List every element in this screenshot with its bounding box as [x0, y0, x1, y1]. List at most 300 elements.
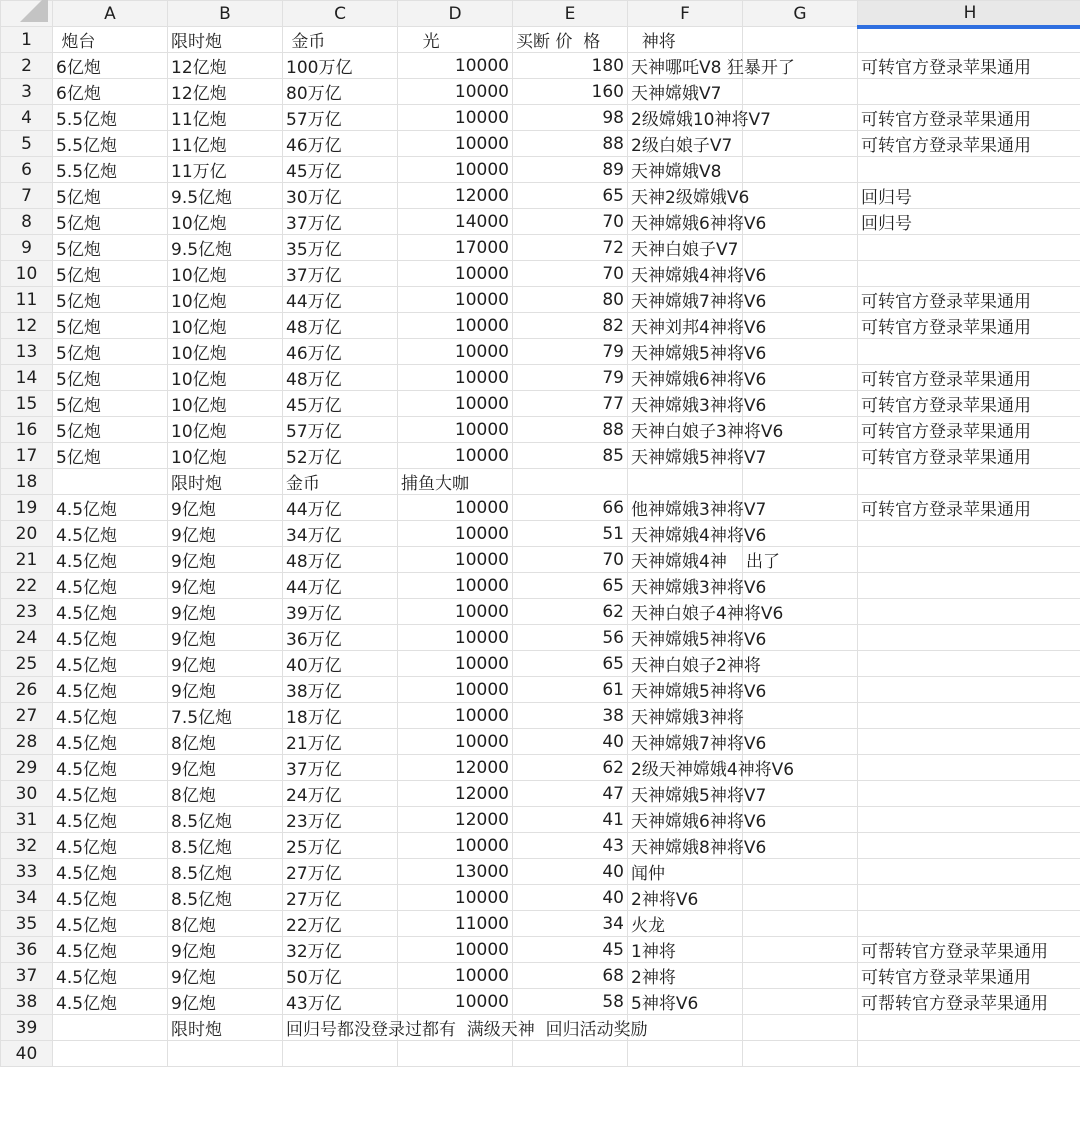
cell-g[interactable]: [743, 885, 858, 911]
cell-d[interactable]: 10000: [398, 937, 513, 963]
column-header-f[interactable]: F: [628, 1, 743, 27]
cell-e[interactable]: 65: [513, 651, 628, 677]
cell-d[interactable]: 10000: [398, 547, 513, 573]
cell-a[interactable]: 5亿炮: [53, 287, 168, 313]
cell-e[interactable]: 38: [513, 703, 628, 729]
cell-a[interactable]: 4.5亿炮: [53, 703, 168, 729]
cell-h[interactable]: 可转官方登录苹果通用: [858, 417, 1080, 443]
cell-g[interactable]: [743, 937, 858, 963]
cell-h[interactable]: [858, 235, 1080, 261]
cell-e[interactable]: 56: [513, 625, 628, 651]
cell-f[interactable]: 2级天神嫦娥4神将V6: [628, 755, 743, 781]
cell-d[interactable]: 10000: [398, 495, 513, 521]
cell-f[interactable]: 天神白娘子4神将V6: [628, 599, 743, 625]
cell-a[interactable]: 5亿炮: [53, 261, 168, 287]
cell-b[interactable]: 10亿炮: [168, 443, 283, 469]
cell-a[interactable]: 5亿炮: [53, 183, 168, 209]
row-header[interactable]: 16: [1, 417, 53, 443]
cell-g[interactable]: [743, 183, 858, 209]
cell-e[interactable]: 80: [513, 287, 628, 313]
cell-h[interactable]: [858, 339, 1080, 365]
cell-h[interactable]: [858, 859, 1080, 885]
cell-f[interactable]: 天神嫦娥4神将V6: [628, 261, 743, 287]
cell-f[interactable]: 5神将V6: [628, 989, 743, 1015]
cell-c[interactable]: 100万亿: [283, 53, 398, 79]
row-header[interactable]: 24: [1, 625, 53, 651]
cell-e[interactable]: 62: [513, 599, 628, 625]
cell-c[interactable]: 48万亿: [283, 547, 398, 573]
row-header[interactable]: 2: [1, 53, 53, 79]
cell-d[interactable]: 光: [398, 27, 513, 53]
cell-g[interactable]: [743, 235, 858, 261]
cell-d[interactable]: 10000: [398, 833, 513, 859]
cell-g[interactable]: [743, 1015, 858, 1041]
cell-c[interactable]: 45万亿: [283, 391, 398, 417]
cell-h[interactable]: [858, 547, 1080, 573]
cell-a[interactable]: 4.5亿炮: [53, 521, 168, 547]
cell-a[interactable]: 4.5亿炮: [53, 495, 168, 521]
cell-d[interactable]: 12000: [398, 183, 513, 209]
cell-e[interactable]: 180: [513, 53, 628, 79]
cell-e[interactable]: [513, 469, 628, 495]
cell-a[interactable]: 4.5亿炮: [53, 729, 168, 755]
cell-h[interactable]: [858, 1041, 1080, 1067]
cell-c[interactable]: 50万亿: [283, 963, 398, 989]
row-header[interactable]: 27: [1, 703, 53, 729]
cell-b[interactable]: 10亿炮: [168, 261, 283, 287]
cell-b[interactable]: 9亿炮: [168, 937, 283, 963]
cell-d[interactable]: 10000: [398, 521, 513, 547]
column-header-b[interactable]: B: [168, 1, 283, 27]
row-header[interactable]: 14: [1, 365, 53, 391]
cell-f[interactable]: 天神哪吒V8 狂暴开了: [628, 53, 743, 79]
cell-b[interactable]: 8.5亿炮: [168, 807, 283, 833]
row-header[interactable]: 20: [1, 521, 53, 547]
cell-f[interactable]: 火龙: [628, 911, 743, 937]
cell-h[interactable]: [858, 573, 1080, 599]
cell-h[interactable]: 回归号: [858, 209, 1080, 235]
cell-a[interactable]: 4.5亿炮: [53, 833, 168, 859]
cell-c[interactable]: 35万亿: [283, 235, 398, 261]
cell-b[interactable]: 10亿炮: [168, 365, 283, 391]
cell-d[interactable]: 10000: [398, 443, 513, 469]
cell-b[interactable]: 7.5亿炮: [168, 703, 283, 729]
cell-h[interactable]: [858, 1015, 1080, 1041]
cell-b[interactable]: 8.5亿炮: [168, 885, 283, 911]
row-header[interactable]: 10: [1, 261, 53, 287]
cell-c[interactable]: 27万亿: [283, 859, 398, 885]
cell-c[interactable]: 21万亿: [283, 729, 398, 755]
cell-c[interactable]: 22万亿: [283, 911, 398, 937]
cell-f[interactable]: 他神嫦娥3神将V7: [628, 495, 743, 521]
cell-g[interactable]: [743, 131, 858, 157]
cell-d[interactable]: 12000: [398, 781, 513, 807]
cell-c[interactable]: 39万亿: [283, 599, 398, 625]
cell-c[interactable]: 40万亿: [283, 651, 398, 677]
cell-a[interactable]: 5亿炮: [53, 235, 168, 261]
cell-c[interactable]: 回归号都没登录过都有 满级天神 回归活动奖励: [283, 1015, 398, 1041]
cell-f[interactable]: 天神嫦娥5神将V7: [628, 443, 743, 469]
cell-b[interactable]: 9亿炮: [168, 963, 283, 989]
cell-b[interactable]: 限时炮: [168, 1015, 283, 1041]
cell-g[interactable]: [743, 911, 858, 937]
row-header[interactable]: 11: [1, 287, 53, 313]
row-header[interactable]: 8: [1, 209, 53, 235]
cell-a[interactable]: 5.5亿炮: [53, 157, 168, 183]
cell-d[interactable]: 11000: [398, 911, 513, 937]
cell-f[interactable]: 天神嫦娥6神将V6: [628, 807, 743, 833]
cell-b[interactable]: 9.5亿炮: [168, 235, 283, 261]
row-header[interactable]: 19: [1, 495, 53, 521]
cell-b[interactable]: 9亿炮: [168, 573, 283, 599]
cell-a[interactable]: 4.5亿炮: [53, 937, 168, 963]
cell-c[interactable]: 80万亿: [283, 79, 398, 105]
cell-f[interactable]: 闻仲: [628, 859, 743, 885]
cell-b[interactable]: 9亿炮: [168, 755, 283, 781]
cell-c[interactable]: 52万亿: [283, 443, 398, 469]
cell-a[interactable]: 4.5亿炮: [53, 547, 168, 573]
row-header[interactable]: 26: [1, 677, 53, 703]
cell-h[interactable]: 可转官方登录苹果通用: [858, 53, 1080, 79]
cell-e[interactable]: 45: [513, 937, 628, 963]
cell-e[interactable]: 40: [513, 885, 628, 911]
cell-e[interactable]: 62: [513, 755, 628, 781]
cell-e[interactable]: 79: [513, 365, 628, 391]
cell-d[interactable]: 14000: [398, 209, 513, 235]
cell-f[interactable]: 天神嫦娥7神将V6: [628, 729, 743, 755]
cell-h[interactable]: [858, 651, 1080, 677]
cell-e[interactable]: 41: [513, 807, 628, 833]
cell-g[interactable]: [743, 963, 858, 989]
row-header[interactable]: 6: [1, 157, 53, 183]
row-header[interactable]: 25: [1, 651, 53, 677]
cell-e[interactable]: [513, 1041, 628, 1067]
cell-h[interactable]: 可帮转官方登录苹果通用: [858, 937, 1080, 963]
cell-g[interactable]: [743, 1041, 858, 1067]
cell-f[interactable]: 天神嫦娥6神将V6: [628, 365, 743, 391]
cell-d[interactable]: 10000: [398, 391, 513, 417]
cell-d[interactable]: 10000: [398, 79, 513, 105]
cell-f[interactable]: 1神将: [628, 937, 743, 963]
cell-c[interactable]: 18万亿: [283, 703, 398, 729]
row-header[interactable]: 17: [1, 443, 53, 469]
cell-c[interactable]: 43万亿: [283, 989, 398, 1015]
row-header[interactable]: 18: [1, 469, 53, 495]
cell-d[interactable]: 10000: [398, 287, 513, 313]
cell-f[interactable]: 天神白娘子3神将V6: [628, 417, 743, 443]
cell-e[interactable]: 66: [513, 495, 628, 521]
cell-f[interactable]: 天神嫦娥3神将: [628, 703, 743, 729]
cell-b[interactable]: 9亿炮: [168, 599, 283, 625]
cell-g[interactable]: [743, 989, 858, 1015]
row-header[interactable]: 5: [1, 131, 53, 157]
cell-c[interactable]: 44万亿: [283, 495, 398, 521]
cell-e[interactable]: 79: [513, 339, 628, 365]
cell-e[interactable]: 70: [513, 547, 628, 573]
cell-e[interactable]: 34: [513, 911, 628, 937]
cell-b[interactable]: 11亿炮: [168, 105, 283, 131]
cell-a[interactable]: 炮台: [53, 27, 168, 53]
cell-b[interactable]: 10亿炮: [168, 417, 283, 443]
cell-e[interactable]: 51: [513, 521, 628, 547]
cell-c[interactable]: 46万亿: [283, 131, 398, 157]
cell-b[interactable]: 9亿炮: [168, 625, 283, 651]
cell-c[interactable]: 37万亿: [283, 755, 398, 781]
cell-d[interactable]: 17000: [398, 235, 513, 261]
cell-d[interactable]: 10000: [398, 651, 513, 677]
cell-c[interactable]: [283, 1041, 398, 1067]
cell-g[interactable]: [743, 27, 858, 53]
cell-f[interactable]: [628, 1041, 743, 1067]
cell-h[interactable]: [858, 27, 1080, 53]
cell-h[interactable]: [858, 833, 1080, 859]
cell-a[interactable]: 4.5亿炮: [53, 755, 168, 781]
cell-d[interactable]: 10000: [398, 313, 513, 339]
cell-h[interactable]: [858, 521, 1080, 547]
cell-h[interactable]: [858, 469, 1080, 495]
cell-a[interactable]: 4.5亿炮: [53, 859, 168, 885]
cell-b[interactable]: 9亿炮: [168, 547, 283, 573]
cell-b[interactable]: 10亿炮: [168, 339, 283, 365]
cell-e[interactable]: 65: [513, 183, 628, 209]
cell-c[interactable]: 57万亿: [283, 105, 398, 131]
row-header[interactable]: 35: [1, 911, 53, 937]
cell-e[interactable]: 43: [513, 833, 628, 859]
cell-b[interactable]: 限时炮: [168, 469, 283, 495]
cell-h[interactable]: [858, 755, 1080, 781]
cell-e[interactable]: 88: [513, 131, 628, 157]
row-header[interactable]: 28: [1, 729, 53, 755]
cell-d[interactable]: 12000: [398, 807, 513, 833]
cell-h[interactable]: 可转官方登录苹果通用: [858, 105, 1080, 131]
cell-e[interactable]: 72: [513, 235, 628, 261]
cell-b[interactable]: 12亿炮: [168, 79, 283, 105]
cell-d[interactable]: 10000: [398, 989, 513, 1015]
cell-g[interactable]: [743, 859, 858, 885]
cell-e[interactable]: 82: [513, 313, 628, 339]
cell-c[interactable]: 45万亿: [283, 157, 398, 183]
cell-d[interactable]: [398, 1041, 513, 1067]
cell-f[interactable]: 天神嫦娥3神将V6: [628, 573, 743, 599]
cell-b[interactable]: 9亿炮: [168, 521, 283, 547]
cell-c[interactable]: 57万亿: [283, 417, 398, 443]
cell-e[interactable]: 77: [513, 391, 628, 417]
cell-g[interactable]: [743, 703, 858, 729]
cell-h[interactable]: [858, 911, 1080, 937]
row-header[interactable]: 31: [1, 807, 53, 833]
cell-h[interactable]: 可转官方登录苹果通用: [858, 313, 1080, 339]
cell-h[interactable]: [858, 261, 1080, 287]
cell-g[interactable]: [743, 157, 858, 183]
select-all-corner[interactable]: [1, 1, 53, 27]
cell-h[interactable]: [858, 885, 1080, 911]
cell-b[interactable]: 9.5亿炮: [168, 183, 283, 209]
cell-d[interactable]: 10000: [398, 625, 513, 651]
column-header-g[interactable]: G: [743, 1, 858, 27]
cell-c[interactable]: 32万亿: [283, 937, 398, 963]
cell-f[interactable]: 天神嫦娥5神将V6: [628, 625, 743, 651]
cell-e[interactable]: 89: [513, 157, 628, 183]
cell-b[interactable]: 9亿炮: [168, 495, 283, 521]
cell-e[interactable]: 98: [513, 105, 628, 131]
cell-a[interactable]: 5亿炮: [53, 443, 168, 469]
cell-b[interactable]: 限时炮: [168, 27, 283, 53]
cell-b[interactable]: 8亿炮: [168, 781, 283, 807]
cell-e[interactable]: 买断 价 格: [513, 27, 628, 53]
row-header[interactable]: 15: [1, 391, 53, 417]
cell-d[interactable]: 10000: [398, 105, 513, 131]
row-header[interactable]: 22: [1, 573, 53, 599]
cell-f[interactable]: 天神嫦娥8神将V6: [628, 833, 743, 859]
cell-f[interactable]: 天神嫦娥7神将V6: [628, 287, 743, 313]
cell-a[interactable]: 6亿炮: [53, 53, 168, 79]
cell-b[interactable]: 10亿炮: [168, 209, 283, 235]
row-header[interactable]: 32: [1, 833, 53, 859]
cell-d[interactable]: 10000: [398, 573, 513, 599]
cell-e[interactable]: 40: [513, 729, 628, 755]
cell-f[interactable]: 天神刘邦4神将V6: [628, 313, 743, 339]
cell-f[interactable]: 天神嫦娥4神: [628, 547, 743, 573]
cell-c[interactable]: 37万亿: [283, 209, 398, 235]
cell-f[interactable]: 天神白娘子V7: [628, 235, 743, 261]
cell-g[interactable]: 出了: [743, 547, 858, 573]
cell-a[interactable]: 4.5亿炮: [53, 677, 168, 703]
cell-f[interactable]: [628, 469, 743, 495]
cell-g[interactable]: [743, 469, 858, 495]
cell-h[interactable]: [858, 599, 1080, 625]
cell-f[interactable]: 天神嫦娥5神将V7: [628, 781, 743, 807]
cell-a[interactable]: 4.5亿炮: [53, 911, 168, 937]
cell-f[interactable]: 2级白娘子V7: [628, 131, 743, 157]
cell-c[interactable]: 24万亿: [283, 781, 398, 807]
row-header[interactable]: 34: [1, 885, 53, 911]
cell-d[interactable]: 10000: [398, 261, 513, 287]
cell-h[interactable]: 回归号: [858, 183, 1080, 209]
row-header[interactable]: 37: [1, 963, 53, 989]
cell-c[interactable]: 25万亿: [283, 833, 398, 859]
cell-d[interactable]: 10000: [398, 885, 513, 911]
cell-b[interactable]: 9亿炮: [168, 677, 283, 703]
cell-h[interactable]: 可帮转官方登录苹果通用: [858, 989, 1080, 1015]
cell-f[interactable]: 2级嫦娥10神将V7: [628, 105, 743, 131]
cell-a[interactable]: 5亿炮: [53, 365, 168, 391]
cell-b[interactable]: 8.5亿炮: [168, 859, 283, 885]
cell-f[interactable]: 天神嫦娥3神将V6: [628, 391, 743, 417]
cell-f[interactable]: 2神将V6: [628, 885, 743, 911]
cell-a[interactable]: [53, 1015, 168, 1041]
column-header-a[interactable]: A: [53, 1, 168, 27]
cell-f[interactable]: 天神嫦娥6神将V6: [628, 209, 743, 235]
cell-c[interactable]: 36万亿: [283, 625, 398, 651]
cell-e[interactable]: 58: [513, 989, 628, 1015]
cell-a[interactable]: 4.5亿炮: [53, 625, 168, 651]
cell-d[interactable]: 10000: [398, 599, 513, 625]
cell-h[interactable]: 可转官方登录苹果通用: [858, 443, 1080, 469]
cell-f[interactable]: 神将: [628, 27, 743, 53]
cell-e[interactable]: 88: [513, 417, 628, 443]
cell-d[interactable]: 10000: [398, 157, 513, 183]
cell-d[interactable]: 10000: [398, 677, 513, 703]
cell-c[interactable]: 44万亿: [283, 287, 398, 313]
cell-e[interactable]: 160: [513, 79, 628, 105]
row-header[interactable]: 39: [1, 1015, 53, 1041]
cell-b[interactable]: 9亿炮: [168, 651, 283, 677]
cell-c[interactable]: 37万亿: [283, 261, 398, 287]
cell-b[interactable]: 11亿炮: [168, 131, 283, 157]
cell-a[interactable]: 5亿炮: [53, 339, 168, 365]
row-header[interactable]: 33: [1, 859, 53, 885]
cell-c[interactable]: 46万亿: [283, 339, 398, 365]
cell-f[interactable]: 天神嫦娥5神将V6: [628, 677, 743, 703]
column-header-e[interactable]: E: [513, 1, 628, 27]
cell-h[interactable]: 可转官方登录苹果通用: [858, 287, 1080, 313]
cell-f[interactable]: 天神嫦娥V7: [628, 79, 743, 105]
row-header[interactable]: 30: [1, 781, 53, 807]
cell-c[interactable]: 27万亿: [283, 885, 398, 911]
cell-b[interactable]: 9亿炮: [168, 989, 283, 1015]
row-header[interactable]: 23: [1, 599, 53, 625]
cell-h[interactable]: [858, 79, 1080, 105]
cell-a[interactable]: 4.5亿炮: [53, 885, 168, 911]
cell-c[interactable]: 34万亿: [283, 521, 398, 547]
cell-h[interactable]: [858, 807, 1080, 833]
row-header[interactable]: 4: [1, 105, 53, 131]
cell-a[interactable]: 6亿炮: [53, 79, 168, 105]
cell-g[interactable]: [743, 79, 858, 105]
row-header[interactable]: 38: [1, 989, 53, 1015]
cell-f[interactable]: 天神2级嫦娥V6: [628, 183, 743, 209]
cell-d[interactable]: 10000: [398, 53, 513, 79]
column-header-c[interactable]: C: [283, 1, 398, 27]
cell-e[interactable]: 70: [513, 261, 628, 287]
cell-e[interactable]: 70: [513, 209, 628, 235]
row-header[interactable]: 1: [1, 27, 53, 53]
cell-f[interactable]: 天神嫦娥5神将V6: [628, 339, 743, 365]
cell-c[interactable]: 金币: [283, 27, 398, 53]
cell-a[interactable]: 4.5亿炮: [53, 651, 168, 677]
cell-d[interactable]: 10000: [398, 729, 513, 755]
cell-f[interactable]: 2神将: [628, 963, 743, 989]
cell-e[interactable]: 61: [513, 677, 628, 703]
cell-e[interactable]: 47: [513, 781, 628, 807]
cell-h[interactable]: [858, 625, 1080, 651]
cell-a[interactable]: 5亿炮: [53, 391, 168, 417]
cell-a[interactable]: 4.5亿炮: [53, 599, 168, 625]
cell-h[interactable]: 可转官方登录苹果通用: [858, 495, 1080, 521]
cell-h[interactable]: [858, 703, 1080, 729]
row-header[interactable]: 40: [1, 1041, 53, 1067]
cell-b[interactable]: [168, 1041, 283, 1067]
cell-e[interactable]: 68: [513, 963, 628, 989]
cell-b[interactable]: 8亿炮: [168, 729, 283, 755]
cell-c[interactable]: 30万亿: [283, 183, 398, 209]
row-header[interactable]: 29: [1, 755, 53, 781]
cell-c[interactable]: 48万亿: [283, 365, 398, 391]
cell-a[interactable]: 5.5亿炮: [53, 105, 168, 131]
row-header[interactable]: 9: [1, 235, 53, 261]
cell-h[interactable]: 可转官方登录苹果通用: [858, 365, 1080, 391]
cell-b[interactable]: 11万亿: [168, 157, 283, 183]
cell-b[interactable]: 12亿炮: [168, 53, 283, 79]
row-header[interactable]: 13: [1, 339, 53, 365]
column-header-d[interactable]: D: [398, 1, 513, 27]
cell-a[interactable]: 4.5亿炮: [53, 807, 168, 833]
cell-a[interactable]: 5亿炮: [53, 417, 168, 443]
cell-d[interactable]: 10000: [398, 339, 513, 365]
cell-h[interactable]: 可转官方登录苹果通用: [858, 963, 1080, 989]
cell-a[interactable]: 5亿炮: [53, 209, 168, 235]
cell-d[interactable]: 10000: [398, 417, 513, 443]
